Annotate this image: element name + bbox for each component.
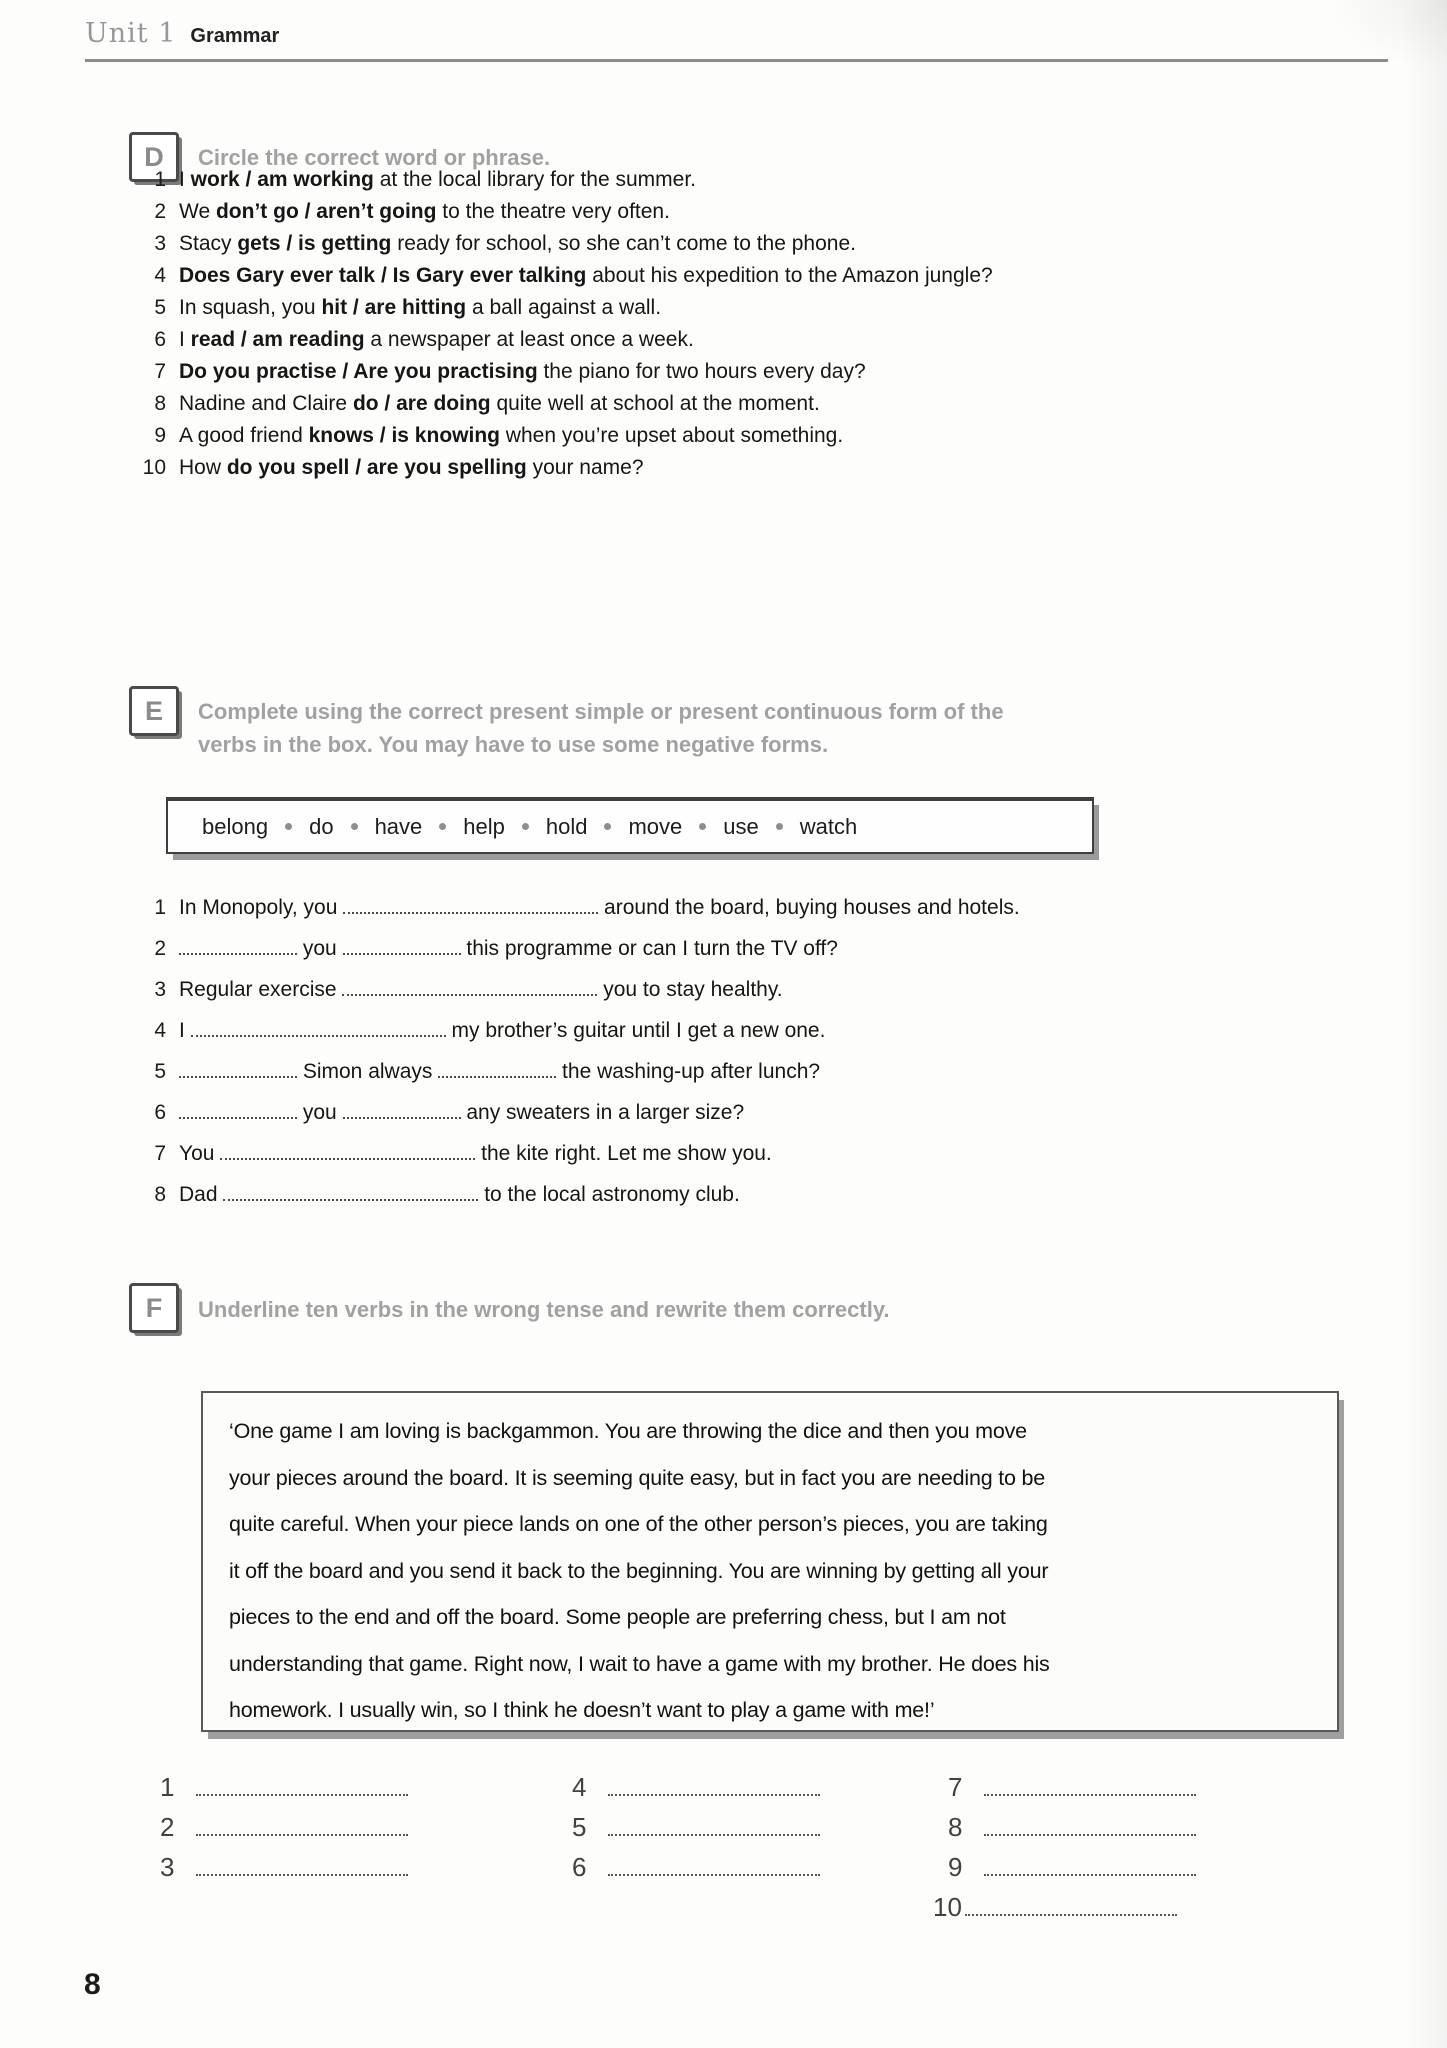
- sentence-text: Nadine and Claire: [179, 392, 353, 415]
- answer-write-line: [608, 1816, 820, 1836]
- exercise-d-item-text: [179, 232, 856, 256]
- section-e-instruction-line2: verbs in the box. You may have to use some negative forms.: [198, 732, 829, 757]
- header-rule: [85, 59, 1388, 62]
- passage-line: quite careful. When your piece lands on one of the other person’s pieces, you are taking: [229, 1512, 1048, 1536]
- exercise-d-item: [130, 424, 993, 456]
- exercise-d-item: [130, 392, 993, 424]
- exercise-d-item: [130, 200, 993, 232]
- choice-options: don’t go / aren’t going: [215, 200, 437, 223]
- sentence-text: the kite right. Let me show you.: [475, 1142, 772, 1165]
- answer-write-line: [608, 1776, 820, 1796]
- sentence-text: the piano for two hours every day?: [537, 360, 866, 383]
- exercise-e-item: [130, 1060, 1020, 1101]
- choice-options: Do you practise / Are you practising: [179, 360, 538, 383]
- passage-box: [201, 1391, 1339, 1732]
- sentence-text: In Monopoly, you: [179, 896, 344, 919]
- fill-in-blank: [191, 1021, 446, 1037]
- exercise-e-item-text: [179, 1019, 825, 1043]
- passage-line: understanding that game. Right now, I wait to have a game with my brother. He does his: [229, 1651, 1050, 1676]
- answer-row: [572, 1772, 820, 1812]
- exercise-d-item-number: 7: [154, 360, 166, 383]
- answer-write-line: [984, 1776, 1196, 1796]
- exercise-e-item: [130, 978, 1020, 1019]
- answer-row: [948, 1772, 1196, 1812]
- answer-write-line: [196, 1776, 408, 1796]
- exercise-d-item: [130, 328, 993, 360]
- fill-in-blank: [438, 1062, 556, 1078]
- section-e-instruction-line1: Complete using the correct present simple or present continuous form of the: [198, 699, 1004, 724]
- choice-options: do / are doing: [352, 392, 491, 415]
- answer-number: 1: [160, 1772, 175, 1802]
- sentence-text: In squash, you: [179, 296, 322, 319]
- sentence-text: Dad: [179, 1183, 224, 1206]
- exercise-d-item: [130, 232, 993, 264]
- exercise-d-item-text: [179, 296, 661, 320]
- fill-in-blank: [223, 1185, 478, 1201]
- section-f-badge: [129, 1283, 179, 1333]
- fill-in-blank: [179, 939, 297, 955]
- choice-options: read / am reading: [190, 328, 365, 351]
- answer-number: 2: [160, 1812, 175, 1842]
- section-f-letter: F: [145, 1292, 163, 1323]
- answer-number: 6: [572, 1852, 587, 1882]
- fill-in-blank: [343, 1103, 461, 1119]
- section-f-instruction: Underline ten verbs in the wrong tense and rewrite them correctly.: [198, 1297, 890, 1322]
- fill-in-blank: [342, 980, 597, 996]
- choice-options: do you spell / are you spelling: [226, 456, 527, 479]
- word-box-verb: move: [628, 813, 683, 839]
- sentence-text: A good friend: [179, 424, 309, 447]
- sentence-text: when you’re upset about something.: [499, 424, 844, 447]
- word-box-verb: use: [723, 813, 759, 839]
- sentence-text: this programme or can I turn the TV off?: [460, 937, 838, 960]
- exercise-d-item: [130, 264, 993, 296]
- sentence-text: I: [179, 328, 191, 351]
- choice-options: hit / are hitting: [321, 296, 467, 319]
- sentence-text: you: [297, 1101, 343, 1124]
- sentence-text: We: [179, 200, 216, 223]
- sentence-text: a newspaper at least once a week.: [364, 328, 694, 351]
- exercise-d-item: [130, 168, 993, 200]
- exercise-d-item-text: [179, 200, 670, 224]
- exercise-d-item-text: [179, 424, 843, 448]
- exercise-e-item-number: 1: [154, 896, 166, 919]
- sentence-text: about his expedition to the Amazon jungle?: [586, 264, 993, 287]
- answer-number: 4: [572, 1772, 587, 1802]
- page-number: 8: [84, 1968, 101, 2001]
- exercise-e-item-text: [179, 978, 783, 1002]
- exercise-d-item-text: [179, 264, 993, 288]
- exercise-d-item-number: 5: [154, 296, 166, 319]
- sentence-text: your name?: [526, 456, 644, 479]
- exercise-e-item-number: 3: [154, 978, 166, 1001]
- answer-row: [948, 1852, 1196, 1892]
- section-e-badge: [129, 686, 179, 736]
- answer-row: [933, 1892, 1196, 1932]
- passage-line: it off the board and you send it back to the beginning. You are winning by getting all your: [229, 1558, 1049, 1583]
- section-e-letter: E: [144, 695, 163, 726]
- answer-write-line: [608, 1856, 820, 1876]
- answer-number: 7: [948, 1772, 963, 1802]
- answer-write-line: [196, 1856, 408, 1876]
- bullet-separator: [776, 823, 783, 830]
- exercise-e-item-number: 6: [154, 1101, 166, 1124]
- bullet-separator: [285, 823, 292, 830]
- exercise-d-item-text: [179, 456, 644, 480]
- word-box-verb: hold: [545, 813, 588, 839]
- exercise-e-item-text: [179, 1183, 740, 1207]
- exercise-d-item-text: [179, 360, 866, 384]
- fill-in-blank: [343, 939, 461, 955]
- choice-options: Does Gary ever talk / Is Gary ever talking: [179, 264, 587, 287]
- sentence-text: I: [179, 1019, 191, 1042]
- answer-column-1: [160, 1772, 408, 1892]
- exercise-e-item: [130, 1183, 1020, 1224]
- exercise-e-item-text: [179, 937, 838, 961]
- sentence-text: at the local library for the summer.: [373, 168, 697, 191]
- exercise-e-item: [130, 896, 1020, 937]
- section-d-items: [130, 168, 993, 488]
- exercise-e-item-text: [179, 1060, 820, 1084]
- sentence-text: You: [179, 1142, 221, 1165]
- word-box-verb: do: [309, 813, 334, 839]
- answer-write-line: [984, 1856, 1196, 1876]
- section-d-instruction: Circle the correct word or phrase.: [198, 145, 551, 170]
- bullet-separator: [699, 823, 706, 830]
- bullet-separator: [351, 823, 358, 830]
- exercise-d-item-text: [179, 168, 696, 192]
- passage-line: ‘One game I am loving is backgammon. You are throwing the dice and then you move: [229, 1419, 1027, 1443]
- exercise-d-item: [130, 456, 993, 488]
- bullet-separator: [439, 823, 446, 830]
- passage-line: homework. I usually win, so I think he doesn’t want to play a game with me!’: [229, 1698, 935, 1722]
- exercise-e-item-text: [179, 896, 1020, 920]
- exercise-e-item-text: [179, 1101, 744, 1125]
- exercise-e-item-number: 7: [154, 1142, 166, 1165]
- sentence-text: ready for school, so she can’t come to the phone.: [391, 232, 856, 255]
- sentence-text: to the local astronomy club.: [478, 1183, 740, 1206]
- sentence-text: around the board, buying houses and hotels.: [598, 896, 1020, 919]
- sentence-text: How: [179, 456, 227, 479]
- sentence-text: quite well at school at the moment.: [490, 392, 820, 415]
- bullet-separator: [604, 823, 611, 830]
- answer-number: 8: [948, 1812, 963, 1842]
- exercise-e-item-number: 5: [154, 1060, 166, 1083]
- exercise-e-item: [130, 1101, 1020, 1142]
- exercise-d-item-number: 6: [154, 328, 166, 351]
- sentence-text: you: [297, 937, 343, 960]
- answer-row: [160, 1812, 408, 1852]
- exercise-d-item-text: [179, 392, 820, 416]
- answer-row: [160, 1852, 408, 1892]
- exercise-e-item: [130, 937, 1020, 978]
- section-d-letter: D: [144, 141, 164, 172]
- word-box-verb: help: [463, 813, 505, 839]
- passage-line: your pieces around the board. It is seeming quite easy, but in fact you are needing to be: [229, 1465, 1046, 1490]
- page-header: [85, 18, 279, 49]
- fill-in-blank: [343, 898, 598, 914]
- sentence-text: Regular exercise: [179, 978, 343, 1001]
- sentence-text: you to stay healthy.: [597, 978, 783, 1001]
- word-box-verb: watch: [799, 813, 858, 839]
- answer-column-3: [933, 1772, 1196, 1932]
- answer-number: 10: [933, 1892, 962, 1922]
- exercise-d-item-number: 2: [154, 200, 166, 223]
- fill-in-blank: [179, 1062, 297, 1078]
- exercise-d-item-text: [179, 328, 694, 352]
- sentence-text: a ball against a wall.: [466, 296, 662, 319]
- answer-row: [160, 1772, 408, 1812]
- choice-options: gets / is getting: [237, 232, 392, 255]
- answer-write-line: [196, 1816, 408, 1836]
- sentence-text: any sweaters in a larger size?: [460, 1101, 745, 1124]
- bullet-separator: [522, 823, 529, 830]
- answer-write-line: [984, 1816, 1196, 1836]
- sentence-text: to the theatre very often.: [436, 200, 670, 223]
- answer-row: [572, 1812, 820, 1852]
- sentence-text: Stacy: [179, 232, 238, 255]
- fill-in-blank: [220, 1144, 475, 1160]
- exercise-e-item-number: 8: [154, 1183, 166, 1206]
- exercise-d-item-number: 8: [154, 392, 166, 415]
- sentence-text: the washing-up after lunch?: [556, 1060, 821, 1083]
- sentence-text: Simon always: [297, 1060, 439, 1083]
- fill-in-blank: [179, 1103, 297, 1119]
- exercise-e-item: [130, 1019, 1020, 1060]
- exercise-d-item-number: 1: [154, 168, 166, 191]
- exercise-e-item-text: [179, 1142, 772, 1166]
- answer-row: [948, 1812, 1196, 1852]
- sentence-text: my brother’s guitar until I get a new one.: [445, 1019, 826, 1042]
- exercise-d-item-number: 10: [142, 456, 166, 479]
- choice-options: work / am working: [190, 168, 374, 191]
- section-e-instruction: [198, 695, 1004, 761]
- answer-column-2: [572, 1772, 820, 1892]
- word-box-verb: belong: [202, 813, 269, 839]
- sentence-text: I: [179, 168, 191, 191]
- exercise-e-item-number: 4: [154, 1019, 166, 1042]
- answer-write-line: [965, 1896, 1177, 1916]
- exercise-e-item-number: 2: [154, 937, 166, 960]
- answer-number: 9: [948, 1852, 963, 1882]
- choice-options: knows / is knowing: [308, 424, 500, 447]
- exercise-d-item-number: 3: [154, 232, 166, 255]
- verb-word-box: [166, 797, 1094, 854]
- answer-number: 3: [160, 1852, 175, 1882]
- word-box-verb: have: [374, 813, 423, 839]
- passage-line: pieces to the end and off the board. Some people are preferring chess, but I am not: [229, 1605, 1006, 1629]
- section-e-items: [130, 896, 1020, 1224]
- exercise-d-item: [130, 360, 993, 392]
- unit-label: Unit 1: [85, 18, 177, 49]
- answer-number: 5: [572, 1812, 587, 1842]
- exercise-d-item-number: 4: [154, 264, 166, 287]
- answer-row: [572, 1852, 820, 1892]
- exercise-d-item-number: 9: [154, 424, 166, 447]
- subject-label: Grammar: [190, 25, 280, 47]
- exercise-d-item: [130, 296, 993, 328]
- exercise-e-item: [130, 1142, 1020, 1183]
